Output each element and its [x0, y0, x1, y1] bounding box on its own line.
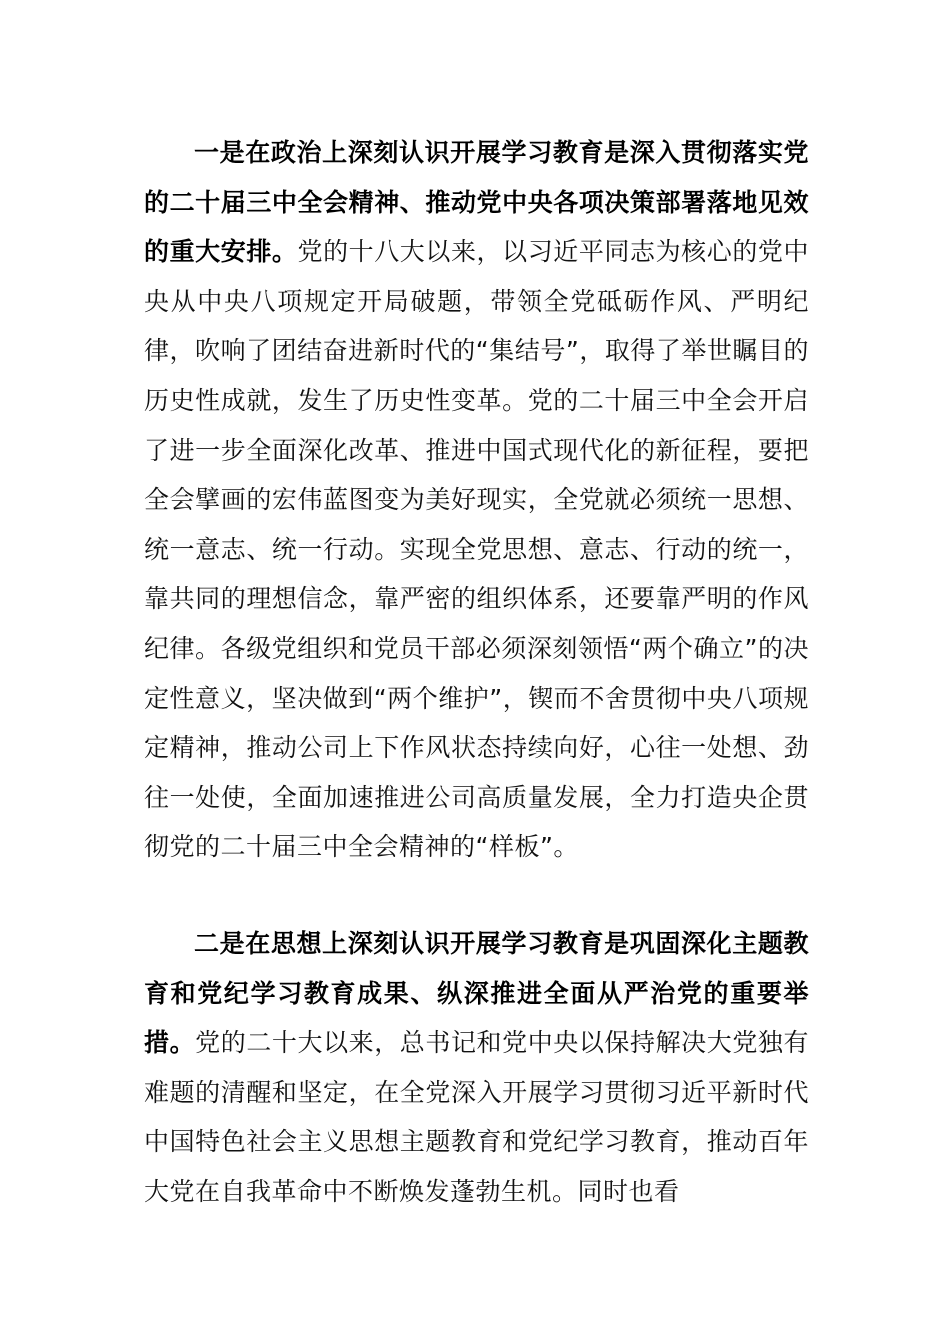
paragraph-1-body: 党的十八大以来，以习近平同志为核心的党中央从中央八项规定开局破题，带领全党砥砺作风、严明纪律，吹响了团结奋进新时代的“集结号”，取得了举世瞩目的历史性成就，发生了历史性变革。党的二十届三中全会开启了进一步全面深化改革、推进中国式现代化的新征程，要把全会擘画的宏伟蓝图变为美好现实，全党就必须统一思想、统一意志、统一行动。实现全党思想、意志、行动的统一，靠共同的理想信念，靠严密的组织体系，还要靠严明的作风纪律。各级党组织和党员干部必须深刻领悟“两个确立”的决定性意义，坚决做到“两个维护”，锲而不舍贯彻中央八项规定精神，推动公司上下作风状态持续向好，心往一处想、劲往一处使，全面加速推进公司高质量发展，全力打造央企贯彻党的二十届三中全会精神的“样板”。 — [144, 237, 809, 862]
document-body — [144, 128, 809, 1216]
paragraph-1-lead: 一是在政治上深刻认识开展学习教育是深入贯彻落实党的二十届三中全会精神、推动党中央各项决策部署落地见效的重大安排。 — [144, 138, 809, 267]
paragraph-2-body: 党的二十大以来，总书记和党中央以保持解决大党独有难题的清醒和坚定，在全党深入开展学习贯彻习近平新时代中国特色社会主义思想主题教育和党纪学习教育，推动百年大党在自我革命中不断焕发蓬勃生机。同时也看 — [144, 1028, 809, 1206]
paragraph-2 — [144, 919, 809, 1217]
paragraph-1 — [144, 128, 809, 872]
paragraph-2-lead: 二是在思想上深刻认识开展学习教育是巩固深化主题教育和党纪学习教育成果、纵深推进全面从严治党的重要举措。 — [144, 928, 809, 1058]
